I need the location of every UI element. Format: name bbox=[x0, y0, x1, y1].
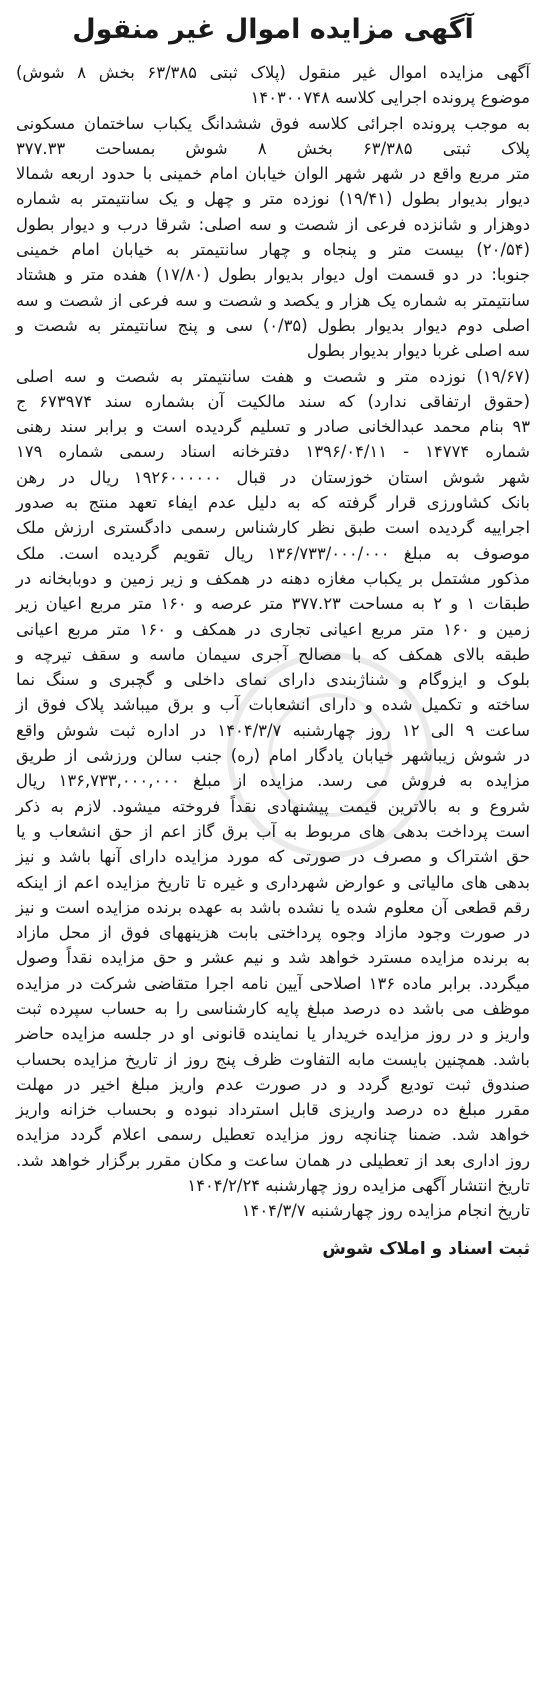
notice-line: بانک کشاورزی قرار گرفته که به دلیل عدم ایفاء تعهد منتج به صدور bbox=[16, 493, 530, 513]
notice-title: آگهی مزایده اموال غیر منقول bbox=[72, 14, 474, 45]
notice-line: پلاک ثبتی ۶۳/۳۸۵ بخش ۸ شوش بمساحت ۳۷۷.۳۳ bbox=[16, 138, 530, 158]
notice-line: دیوار بدیوار بطول (۱۹/۴۱) نوزده متر و چهل و یک سانتیمتر به شماره bbox=[16, 189, 530, 209]
notice-line: بدهی های مالیاتی و عوارض شهرداری و غیره تا تاریخ مزایده اعم از اینکه bbox=[16, 872, 530, 892]
notice-line: حق اشتراک و مصرف در صورتی که مورد مزایده دارای آنها باشد و نیز bbox=[16, 847, 530, 867]
notice-line: میگردد. برابر ماده ۱۳۶ اصلاحی آیین نامه اجرا متقاضی شرکت در مزایده bbox=[16, 973, 531, 993]
notice-line: صندوق ثبت تودیع گردد و در صورت عدم واریز مبلغ اخیر در مهلت bbox=[16, 1074, 530, 1094]
notice-line: (حقوق ارتفاقی ندارد) که سند مالکیت آن بشماره سند ۶۷۳۹۷۴ ج bbox=[16, 391, 530, 411]
notice-line: تاریخ انجام مزایده روز چهارشنبه ۱۴۰۴/۳/۷ bbox=[241, 1201, 530, 1221]
notice-line: دوهزار و شانزده فرعی از شصت و سه اصلی: شرقا درب و دیوار بطول bbox=[16, 214, 530, 234]
notice-line: موضوع پرونده اجرایی کلاسه ۱۴۰۳۰۰۷۴۸ bbox=[250, 88, 530, 108]
notice-line: جنوبا: در دو قسمت اول دیوار بدیوار بطول (۱۷/۸۰) هفده متر و هشتاد bbox=[16, 265, 530, 285]
notice-line: در صورت وجود مازاد وجوه پرداختی بابت هزینههای فوق از محل مازاد bbox=[16, 923, 530, 943]
notice-line: شروع و به بالاترین قیمت پیشنهادی نقداً فروخته میشود. لازم به ذکر bbox=[16, 796, 530, 816]
notice-line: اصلی دوم دیوار بدیوار بطول (۰/۳۵) سی و پنج سانتیمتر به شصت و bbox=[16, 315, 530, 335]
notice-line: تاریخ انتشار آگهی مزایده روز چهارشنبه ۱۴۰۴/۲/۲۴ bbox=[187, 1176, 530, 1196]
notice-line: مذکور مشتمل بر یکباب مغازه دهنه در همکف و زیر زمین و دوبابخانه در bbox=[16, 568, 530, 588]
notice-line: آگهی مزایده اموال غیر منقول (پلاک ثبتی ۶۳/۳۸۵ بخش ۸ شوش) bbox=[16, 63, 530, 82]
notice-line: شماره ۱۴۷۷۴ - ۱۳۹۶/۰۴/۱۱ دفترخانه اسناد رسمی شماره ۱۷۹ bbox=[16, 442, 530, 462]
notice-line: در شوش زیباشهر خیابان یادگار امام (ره) جنب سالن ورزشی از طریق bbox=[16, 746, 530, 766]
notice-line: است پرداخت بدهی های مربوط به آب برق گاز اعم از حق انشعاب و یا bbox=[16, 821, 530, 841]
notice-line: سه اصلی غربا دیوار بدیوار بطول bbox=[306, 341, 530, 361]
notice-line: ساعت ۹ الی ۱۲ روز چهارشنبه ۱۴۰۴/۳/۷ در اداره ثبت شوش واقع bbox=[16, 720, 531, 740]
notice-line: طبقه بالای همکف که با مصالح آجری سیمان ماسه و سقف تیرچه و bbox=[16, 644, 530, 664]
notice-line: مقرر مبلغ ده درصد واریزی قابل استرداد نبوده و بحساب خزانه واریز bbox=[16, 1100, 530, 1120]
notice-line: ساخته و تکمیل شده و دارای انشعابات آب و برق میباشد پلاک فوق از bbox=[16, 695, 530, 715]
notice-line: واریز و در روز مزایده خریدار یا نماینده قانونی او در جلسه مزایده حاضر bbox=[16, 1024, 530, 1044]
notice-line: باشد. همچنین بایست مابه التفاوت ظرف پنج روز از تاریخ مزایده بحساب bbox=[16, 1049, 530, 1069]
issuer-signature: ثبت اسناد و املاک شوش bbox=[322, 1238, 530, 1259]
notice-line: سانتیمتر به شماره یک هزار و یکصد و شصت و سه فرعی از شصت و سه bbox=[16, 290, 530, 310]
notice-line: زمین و ۱۶۰ متر مربع اعیانی تجاری در همکف و ۱۶۰ متر مربع اعیانی bbox=[16, 619, 530, 639]
notice-line: (۲۰/۵۴) بیست متر و پنجاه و چهار سانتیمتر به خیابان امام خمینی bbox=[16, 240, 530, 260]
notice-line: موصوف به مبلغ ۱۳۶/۷۳۳/۰۰۰/۰۰۰ ریال تقویم گردیده است. ملک bbox=[16, 543, 530, 563]
notice-line: طبقات ۱ و ۲ به مساحت ۳۷۷.۲۳ متر عرصه و ۱۶۰ متر مربع اعیان زیر bbox=[16, 594, 530, 614]
notice-line: متر مربع واقع در شهر شهر الوان خیابان امام خمینی با حدود اربعه شمالا bbox=[16, 164, 530, 184]
notice-line: موظف می باشد ده درصد مبلغ پایه کارشناسی را به حساب سپرده ثبت bbox=[16, 998, 530, 1018]
notice-line: شهر شوش استان خوزستان در قبال ۱۹۲۶۰۰۰۰۰۰ ریال در رهن bbox=[16, 467, 530, 487]
notice-line: رقم قطعی آن معلوم شده یا نشده باشد به عهده برنده مزایده است و نیز bbox=[16, 897, 530, 917]
notice-line: به برنده مزایده مسترد خواهد شد و نیم عشر و حق مزایده نقداً وصول bbox=[16, 948, 530, 968]
notice-line: روز اداری بعد از تعطیلی در همان ساعت و مکان مقرر برگزار خواهد شد. bbox=[16, 1150, 530, 1170]
notice-line: اجراییه گردیده است طبق نظر کارشناس رسمی دادگستری ارزش ملک bbox=[16, 518, 530, 538]
notice-line: به موجب پرونده اجرائی کلاسه فوق ششدانگ یکباب ساختمان مسکونی bbox=[16, 113, 530, 133]
notice-line: خواهد شد. ضمنا چنانچه روز مزایده تعطیل رسمی اعلام گردد مزایده bbox=[16, 1125, 530, 1145]
notice-line: (۱۹/۶۷) نوزده متر و شصت و هفت سانتیمتر به شصت و سه اصلی bbox=[16, 366, 530, 386]
notice-body bbox=[16, 60, 530, 1224]
notice-line: بلوک و ایزوگام و شناژبندی دارای نمای داخلی و گچبری و سنگ نما bbox=[16, 670, 530, 690]
notice-line: ۹۳ بنام محمد عبدالخانی صادر و تسلیم گردیده است و برابر سند رهنی bbox=[16, 417, 530, 437]
notice-line: مزایده به فروش می رسد. مزایده از مبلغ ۱۳۶,۷۳۳,۰۰۰,۰۰۰ ریال bbox=[16, 771, 531, 791]
